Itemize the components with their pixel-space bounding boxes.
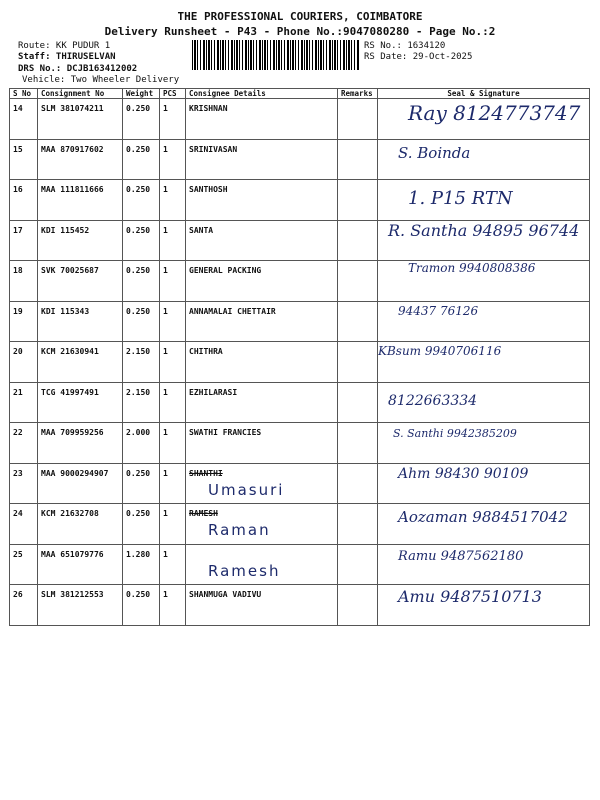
cell-remarks <box>338 504 378 545</box>
rs-no-label: RS No.: 1634120 <box>364 41 446 51</box>
table-row <box>10 544 590 585</box>
cell-sno: 15 <box>10 139 38 180</box>
cell-weight: 0.250 <box>123 220 160 261</box>
handwritten-signature: 8122663334 <box>388 392 478 409</box>
table-row <box>10 180 590 221</box>
cell-pcs: 1 <box>160 382 186 423</box>
cell-consignee <box>186 504 338 545</box>
col-signature: Seal & Signature <box>378 89 590 99</box>
handwritten-signature: 1. P15 RTN <box>408 188 513 209</box>
cell-weight: 0.250 <box>123 463 160 504</box>
consignee-name: EZHILARASI <box>189 387 238 397</box>
cell-sno: 25 <box>10 544 38 585</box>
cell-sno: 26 <box>10 585 38 626</box>
cell-consignment-no: MAA 709959256 <box>38 423 123 464</box>
table-row <box>10 342 590 383</box>
cell-consignee <box>186 544 338 585</box>
cell-signature <box>378 342 590 383</box>
cell-sno: 24 <box>10 504 38 545</box>
cell-sno: 18 <box>10 261 38 302</box>
col-remarks: Remarks <box>338 89 378 99</box>
cell-weight: 0.250 <box>123 180 160 221</box>
cell-weight: 0.250 <box>123 139 160 180</box>
cell-signature <box>378 301 590 342</box>
cell-remarks <box>338 585 378 626</box>
handwritten-consignee: Umasuri <box>208 480 285 499</box>
runsheet-subtitle: Delivery Runsheet - P43 - Phone No.:9047080280 - Page No.:2 <box>104 25 496 38</box>
cell-remarks <box>338 342 378 383</box>
cell-weight: 0.250 <box>123 301 160 342</box>
cell-sno: 20 <box>10 342 38 383</box>
cell-consignee <box>186 99 338 140</box>
cell-signature <box>378 544 590 585</box>
cell-weight: 1.280 <box>123 544 160 585</box>
cell-pcs: 1 <box>160 139 186 180</box>
table-row <box>10 301 590 342</box>
cell-signature <box>378 220 590 261</box>
cell-pcs: 1 <box>160 301 186 342</box>
cell-remarks <box>338 463 378 504</box>
cell-consignee <box>186 261 338 302</box>
cell-pcs: 1 <box>160 180 186 221</box>
cell-remarks <box>338 261 378 302</box>
cell-sno: 16 <box>10 180 38 221</box>
cell-remarks <box>338 220 378 261</box>
cell-remarks <box>338 139 378 180</box>
table-row <box>10 585 590 626</box>
cell-consignment-no: MAA 9000294907 <box>38 463 123 504</box>
table-row <box>10 99 590 140</box>
consignee-name: SANTHOSH <box>189 185 228 194</box>
cell-consignment-no: SLM 381074211 <box>38 99 123 140</box>
handwritten-consignee: Ramesh <box>208 561 281 580</box>
consignee-name: KRISHNAN <box>189 104 228 113</box>
cell-signature <box>378 463 590 504</box>
cell-pcs: 1 <box>160 544 186 585</box>
cell-signature <box>378 261 590 302</box>
cell-remarks <box>338 544 378 585</box>
cell-consignee <box>186 463 338 504</box>
table-row <box>10 220 590 261</box>
cell-sno: 21 <box>10 382 38 423</box>
cell-consignment-no: SVK 70025687 <box>38 261 123 302</box>
cell-remarks <box>338 423 378 464</box>
handwritten-signature: KBsum 9940706116 <box>378 344 502 358</box>
col-sno: S No <box>10 89 38 99</box>
vehicle-label: Vehicle: Two Wheeler Delivery <box>22 75 180 85</box>
table-row <box>10 463 590 504</box>
cell-consignee <box>186 180 338 221</box>
cell-consignment-no: KCM 21632708 <box>38 504 123 545</box>
consignee-name: CHITHRA <box>189 347 223 356</box>
cell-consignment-no: SLM 381212553 <box>38 585 123 626</box>
handwritten-consignee: Raman <box>208 521 271 539</box>
table-row <box>10 423 590 464</box>
consignee-name: GENERAL PACKING <box>189 266 262 275</box>
table-row <box>10 139 590 180</box>
cell-weight: 0.250 <box>123 99 160 140</box>
handwritten-signature: S. Santhi 9942385209 <box>393 427 517 440</box>
company-title: THE PROFESSIONAL COURIERS, COIMBATORE <box>177 10 423 23</box>
cell-signature <box>378 382 590 423</box>
handwritten-signature: Tramon 9940808386 <box>408 261 536 275</box>
consignee-name: SWATHI FRANCIES <box>189 428 262 437</box>
table-row <box>10 504 590 545</box>
runsheet-table <box>9 88 590 626</box>
cell-signature <box>378 99 590 140</box>
cell-consignment-no: MAA 651079776 <box>38 544 123 585</box>
handwritten-signature: Ray 8124773747 <box>408 101 581 125</box>
cell-remarks <box>338 301 378 342</box>
handwritten-signature: S. Boinda <box>398 143 471 162</box>
cell-signature <box>378 180 590 221</box>
cell-remarks <box>338 382 378 423</box>
cell-consignment-no: KDI 115343 <box>38 301 123 342</box>
cell-signature <box>378 423 590 464</box>
cell-sno: 23 <box>10 463 38 504</box>
cell-remarks <box>338 180 378 221</box>
cell-consignee <box>186 585 338 626</box>
consignee-name: ANNAMALAI CHETTAIR <box>189 306 276 316</box>
barcode-image <box>192 40 360 70</box>
table-row <box>10 382 590 423</box>
cell-weight: 2.150 <box>123 342 160 383</box>
consignee-name: RAMESH <box>189 509 218 518</box>
cell-weight: 0.250 <box>123 585 160 626</box>
drs-label: DRS No.: DCJB163412002 <box>18 64 138 74</box>
cell-sno: 19 <box>10 301 38 342</box>
cell-pcs: 1 <box>160 99 186 140</box>
staff-label: Staff: THIRUSELVAN <box>18 52 116 62</box>
handwritten-signature: R. Santha 94895 96744 <box>388 220 580 240</box>
handwritten-signature: Aozaman 9884517042 <box>398 508 568 526</box>
cell-signature <box>378 585 590 626</box>
cell-pcs: 1 <box>160 585 186 626</box>
cell-consignee <box>186 423 338 464</box>
cell-pcs: 1 <box>160 342 186 383</box>
cell-signature <box>378 139 590 180</box>
cell-consignee <box>186 301 338 342</box>
cell-consignee <box>186 139 338 180</box>
cell-weight: 2.000 <box>123 423 160 464</box>
col-weight: Weight <box>123 89 160 99</box>
handwritten-signature: 94437 76126 <box>398 303 479 318</box>
consignee-name: SRINIVASAN <box>189 144 238 154</box>
cell-consignee <box>186 220 338 261</box>
col-consignment: Consignment No <box>38 89 123 99</box>
table-row <box>10 261 590 302</box>
cell-weight: 2.150 <box>123 382 160 423</box>
cell-consignment-no: MAA 111811666 <box>38 180 123 221</box>
consignee-name: SHANTHI <box>189 468 223 478</box>
route-label: Route: KK PUDUR 1 <box>18 41 111 51</box>
cell-pcs: 1 <box>160 220 186 261</box>
cell-remarks <box>338 99 378 140</box>
cell-pcs: 1 <box>160 423 186 464</box>
cell-signature <box>378 504 590 545</box>
consignee-name: SHANMUGA VADIVU <box>189 590 262 599</box>
table-header-row <box>10 89 590 99</box>
col-consignee: Consignee Details <box>186 89 338 99</box>
col-pcs: PCS <box>160 89 186 99</box>
cell-consignment-no: TCG 41997491 <box>38 382 123 423</box>
cell-sno: 17 <box>10 220 38 261</box>
consignee-name: SANTA <box>189 225 214 235</box>
cell-consignment-no: KDI 115452 <box>38 220 123 261</box>
handwritten-signature: Amu 9487510713 <box>398 587 542 606</box>
cell-sno: 22 <box>10 423 38 464</box>
cell-sno: 14 <box>10 99 38 140</box>
cell-consignee <box>186 382 338 423</box>
cell-weight: 0.250 <box>123 504 160 545</box>
cell-consignee <box>186 342 338 383</box>
cell-pcs: 1 <box>160 463 186 504</box>
cell-pcs: 1 <box>160 504 186 545</box>
handwritten-signature: Ramu 9487562180 <box>398 548 524 564</box>
rs-date-label: RS Date: 29-Oct-2025 <box>364 52 473 62</box>
cell-pcs: 1 <box>160 261 186 302</box>
cell-weight: 0.250 <box>123 261 160 302</box>
cell-consignment-no: KCM 21630941 <box>38 342 123 383</box>
cell-consignment-no: MAA 870917602 <box>38 139 123 180</box>
handwritten-signature: Ahm 98430 90109 <box>398 465 529 482</box>
